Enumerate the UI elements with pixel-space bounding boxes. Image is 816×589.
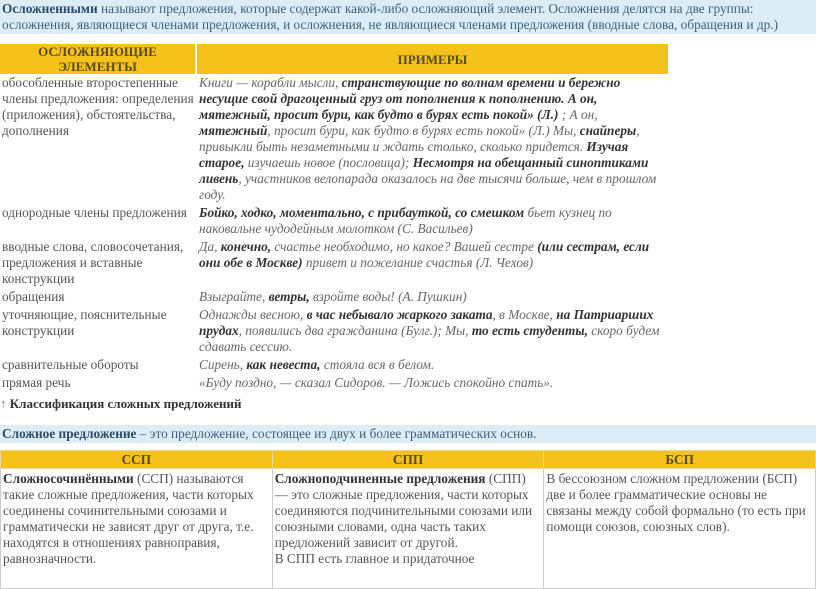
text: , участников велопарада оказалось на две тысячи больше, чем в прошлом году. (199, 171, 657, 202)
bold-text: снайперы (579, 123, 637, 138)
text: , в Москве, (492, 307, 557, 322)
table-row (0, 288, 669, 306)
text: ; А он, (558, 107, 598, 122)
text: привет и пожелание счастья (Л. Чехов) (302, 255, 534, 270)
header-elements: ОСЛОЖНЯЮЩИЕ ЭЛЕМЕНТЫ (0, 44, 196, 74)
text: скоро будем сдавать сессию. (199, 323, 660, 354)
section-heading (0, 396, 241, 412)
element-cell: прямая речь (2, 375, 71, 390)
element-cell: обращения (2, 289, 65, 304)
example-cell (196, 238, 669, 288)
example-cell (196, 74, 669, 204)
example-cell (196, 204, 669, 238)
example-cell (196, 306, 669, 356)
bold-text: (или сестрам, если они обе в Москве) (199, 239, 650, 270)
bold-text: Сложносочинёнными (3, 471, 134, 486)
cell-bsp (544, 469, 816, 589)
section-title: Классификация сложных предложений (9, 396, 242, 411)
text: – это предложение, состоящее из двух и более грамматических основ. (136, 426, 537, 441)
text: взройте воды! (А. Пушкин) (309, 289, 467, 304)
complex-sentence-definition (0, 425, 816, 443)
header-ssp: ССП (1, 451, 273, 469)
bold-text: Бойко, ходко, моментально, с прибауткой, со смешком (199, 205, 525, 220)
bold-text: мятежный (199, 123, 268, 138)
bold-text: Сложное предложение (2, 426, 137, 441)
element-cell: вводные слова, словосочетания, предложения и вставные конструкции (2, 239, 184, 286)
bold-text: как невеста, (246, 357, 321, 372)
text: называют предложения, которые содержат какой-либо осложняющий элемент. Осложнения делятся на две группы: осложнения, являющиеся членами предложения, и осложнения, не являющиеся членами предложения (вводные слова, обращения и др.) (2, 1, 779, 32)
example-cell (196, 374, 669, 392)
element-cell: сравнительные обороты (2, 357, 139, 372)
bold-text: Несмотря на обещанный синоптиками ливень (199, 155, 649, 186)
text: В бессоюзном сложном предложении (БСП) две и более грамматические основы не связаны между собой формально (то есть при помощи союзов, союзных слов). (546, 471, 806, 534)
table-row (0, 306, 669, 356)
text: Взыграйте, (199, 289, 269, 304)
bold-text: в час небывало жаркого заката (306, 307, 493, 322)
table-row (0, 204, 669, 238)
example-cell (196, 288, 669, 306)
text: , привыкли быть незаметными и ждать столько, сколько придется. (199, 123, 640, 154)
text: Сирень, (199, 357, 247, 372)
table-row (0, 74, 669, 204)
bold-text: ветры, (268, 289, 310, 304)
bold-text: Сложноподчиненные предложения (274, 471, 486, 486)
text: «Буду поздно, — сказал Сидоров. — Ложись спокойно спать». (199, 375, 554, 390)
header-bsp: БСП (544, 451, 816, 469)
text: счастье необходимо, но какое? Вашей сестре (271, 239, 538, 254)
text: изучаешь новое (пословица); (244, 155, 413, 170)
bold-text: странствующие по волнам времени и бережно несущие свой драгоценный груз от пополнения к пополнению. А он, мятежный, просит бури, как будто в бурях есть покой» (Л.) (199, 75, 621, 122)
element-cell: обособленные второстепенные члены предложения: определения (приложения), обстоятельства, дополнения (2, 75, 194, 138)
element-cell: однородные члены предложения (2, 205, 187, 220)
table-row (0, 238, 669, 288)
bold-text: Изучая старое, (199, 139, 629, 170)
header-spp: СПП (272, 451, 544, 469)
text: Однажды весною, (199, 307, 307, 322)
example-cell (196, 356, 669, 374)
text: Книги — корабли мысли, (199, 75, 342, 90)
text: Да, (199, 239, 221, 254)
text: (ССП) называются такие сложные предложения, части которых соединены сочинительными союзами и грамматически не зависят друг от друга, т.е. находятся в отношениях равноправия, равнозначности. (3, 471, 254, 566)
cell-ssp (1, 469, 273, 589)
text: стояла вся в белом. (320, 357, 435, 372)
table-row (0, 374, 669, 392)
text: , просит бури, как будто в бурях есть покой» (Л.) Мы, (267, 123, 580, 138)
bold-text: конечно, (220, 239, 272, 254)
bold-text: то есть студенты, (471, 323, 588, 338)
text: бьет кузнец по наковальне чудодейным молотком (С. Васильев) (199, 205, 612, 236)
element-cell: уточняющие, пояснительные конструкции (2, 307, 167, 338)
text: (СПП) — это сложные предложения, части которых соединяются подчинительными союзами или союзными словами, одна часть таких предложений зависит от другой. (274, 471, 533, 550)
table-row (0, 356, 669, 374)
text: , появились два гражданина (Булг.); Мы, (238, 323, 472, 338)
bold-text: Осложненными (2, 1, 98, 16)
complicating-elements-table (0, 44, 670, 392)
cell-spp (272, 469, 544, 589)
header-examples: ПРИМЕРЫ (196, 44, 669, 74)
bold-text: на Патриарших прудах (199, 307, 654, 338)
arrow-up-icon[interactable]: ↑ (0, 396, 7, 411)
text: В СПП есть главное и придаточное (274, 551, 475, 566)
intro-definition (0, 0, 816, 34)
complex-sentence-types-table (0, 450, 816, 589)
